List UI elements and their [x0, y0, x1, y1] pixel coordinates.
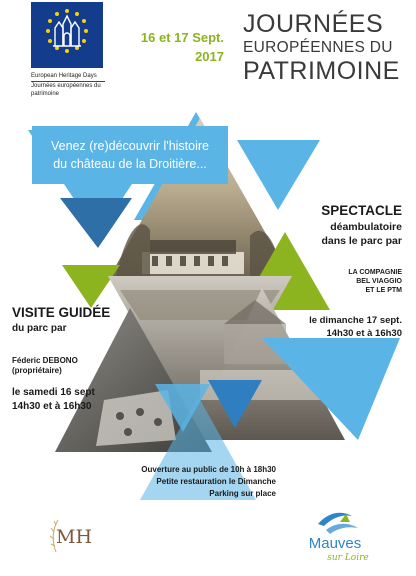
- sunday-schedule: [280, 314, 402, 340]
- company-line-1: LA COMPAGNIE: [348, 269, 402, 276]
- company-line-2: BEL VIAGGIO: [356, 278, 402, 285]
- visite-line-1: du parc par: [12, 323, 67, 334]
- spectacle-block: [272, 202, 402, 248]
- poster-title: [243, 10, 413, 85]
- info-parking: Parking sur place: [209, 489, 276, 498]
- heritage-building-icon: [53, 16, 81, 46]
- host-name: Féderic DEBONO: [12, 356, 78, 365]
- title-line-3: PATRIMOINE: [243, 57, 400, 85]
- info-opening: Ouverture au public de 10h à 18h30: [141, 465, 276, 474]
- mh-logo: [50, 512, 98, 560]
- practical-info: [60, 464, 276, 500]
- host-credit: [12, 356, 122, 376]
- saturday-schedule: [12, 386, 132, 414]
- eu-heritage-logo: [31, 2, 103, 68]
- banner-line-1: Venez (re)découvrir l'histoire: [50, 139, 209, 153]
- company-line-3: ET LE PTM: [365, 287, 402, 294]
- spectacle-heading: SPECTACLE: [321, 203, 402, 218]
- logo-caption-en: European Heritage Days: [31, 73, 97, 79]
- mauves-sub: sur Loire: [327, 553, 369, 563]
- visite-heading: VISITE GUIDÉE: [12, 305, 111, 320]
- host-role: (propriétaire): [12, 366, 62, 375]
- spectacle-line-1: déambulatoire: [330, 221, 402, 233]
- saturday-times: 14h30 et à 16h30: [12, 401, 92, 412]
- company-credit: [280, 268, 402, 295]
- triangle-top-right: [237, 140, 320, 210]
- mauves-name: Mauves: [308, 535, 362, 552]
- info-catering: Petite restauration le Dimanche: [156, 477, 276, 486]
- dates-year: 2017: [195, 49, 224, 64]
- dates-days: 16 et 17 Sept.: [140, 30, 224, 45]
- sunday-times: 14h30 et à 16h30: [326, 328, 402, 339]
- logo-caption: [31, 72, 121, 98]
- visite-block: [12, 304, 142, 335]
- mauves-logo: [292, 506, 378, 564]
- mh-letters: MH: [55, 526, 93, 548]
- sunday-date: le dimanche 17 sept.: [309, 315, 402, 326]
- triangle-green-left: [62, 265, 120, 308]
- banner-line-2: du château de la Droitière...: [53, 157, 207, 171]
- saturday-date: le samedi 16 sept: [12, 387, 95, 398]
- title-line-1: JOURNÉES: [243, 10, 384, 38]
- event-dates: [124, 28, 224, 66]
- triangle-left-dark: [60, 198, 132, 248]
- discover-banner: [32, 126, 228, 184]
- wave-icon: [318, 513, 358, 534]
- spectacle-line-2: dans le parc par: [321, 235, 402, 247]
- logo-caption-fr: Journées européennes du patrimoine: [31, 81, 105, 98]
- title-line-2: EUROPÉENNES DU: [243, 39, 393, 56]
